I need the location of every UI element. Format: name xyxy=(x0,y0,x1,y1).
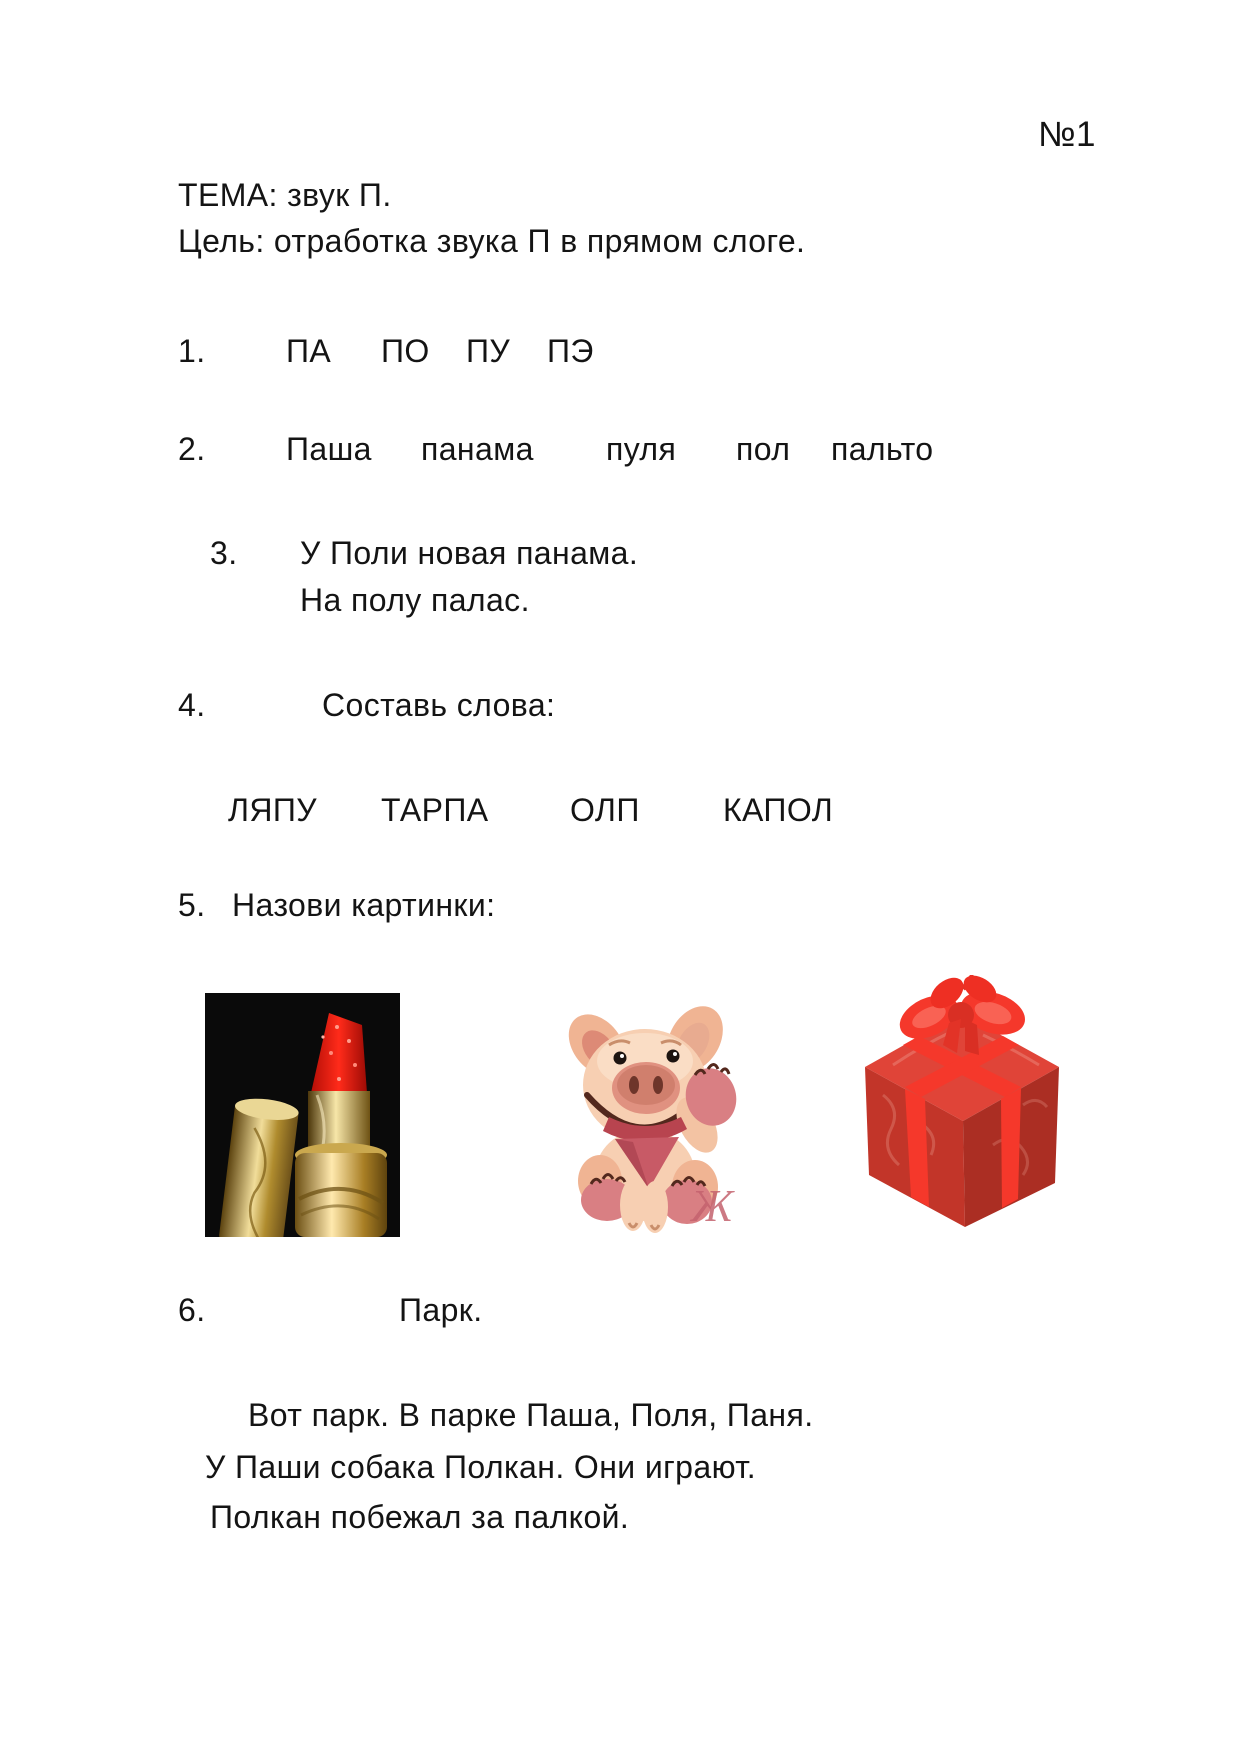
doc-number: №1 xyxy=(1038,115,1096,154)
syllable: ПУ xyxy=(466,333,511,369)
exercise-4-number: 4. xyxy=(178,687,206,723)
sentence: На полу палас. xyxy=(300,582,530,618)
lipstick-image xyxy=(205,993,400,1237)
syllable: ПЭ xyxy=(547,333,594,369)
word: Паша xyxy=(286,431,372,467)
picture-gift-box xyxy=(853,975,1073,1233)
exercise-4-label: Составь слова: xyxy=(322,687,556,723)
scrambled-word: КАПОЛ xyxy=(723,792,834,828)
scrambled-word: ТАРПА xyxy=(381,792,489,828)
syllable: ПА xyxy=(286,333,332,369)
exercise-3-number: 3. xyxy=(210,535,238,571)
syllable: ПО xyxy=(381,333,430,369)
scrambled-word: ОЛП xyxy=(570,792,640,828)
exercise-6-number: 6. xyxy=(178,1292,206,1328)
piglet-watermark-letter: Ж xyxy=(691,1180,734,1231)
goal-line: Цель: отработка звука П в прямом слоге. xyxy=(178,223,806,259)
word: панама xyxy=(421,431,534,467)
story-title: Парк. xyxy=(399,1292,483,1328)
exercise-1-number: 1. xyxy=(178,333,206,369)
word: пальто xyxy=(831,431,934,467)
story-line: Полкан побежал за палкой. xyxy=(210,1499,630,1535)
picture-lipstick xyxy=(205,993,400,1237)
exercise-2-number: 2. xyxy=(178,431,206,467)
gift-box-image xyxy=(853,975,1073,1233)
scrambled-word: ЛЯПУ xyxy=(228,792,318,828)
story-line: Вот парк. В парке Паша, Поля, Паня. xyxy=(248,1397,814,1433)
gift-box-body xyxy=(865,1013,1059,1227)
word: пуля xyxy=(606,431,677,467)
piglet-snout xyxy=(612,1062,680,1114)
word: пол xyxy=(736,431,791,467)
exercise-5-label: Назови картинки: xyxy=(232,887,496,923)
theme-line: ТЕМА: звук П. xyxy=(178,177,392,213)
story-line: У Паши собака Полкан. Они играют. xyxy=(205,1449,757,1485)
piglet-image xyxy=(545,1003,745,1235)
exercise-5-number: 5. xyxy=(178,887,206,923)
picture-piglet xyxy=(545,1003,745,1235)
sentence: У Поли новая панама. xyxy=(300,535,639,571)
lipstick-tube-base xyxy=(295,1143,387,1237)
